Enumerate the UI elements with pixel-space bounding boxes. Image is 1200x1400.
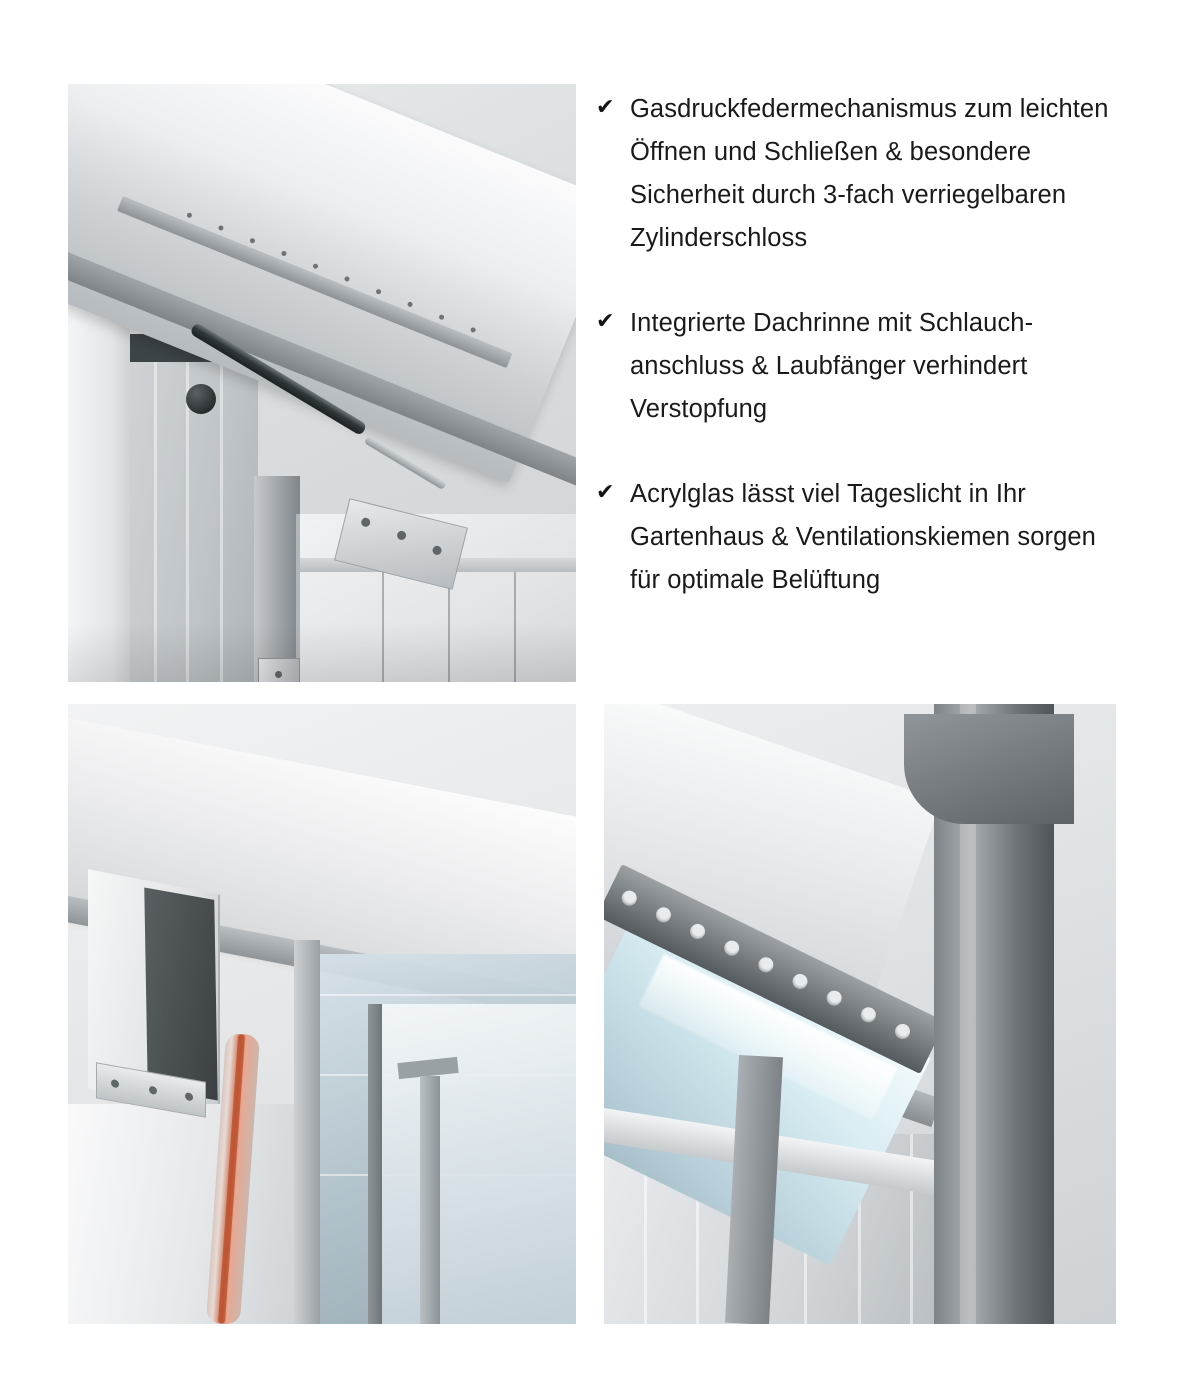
feature-text: Gasdruckfedermechanismus zum leichten Öffnen und Schließen & besondere Sicherheit durch 3-fach verriegelbaren Zylinderschloss — [630, 95, 1109, 252]
check-icon: ✔ — [596, 95, 615, 120]
feature-list — [596, 88, 1116, 602]
photo-gas-spring-hinge — [68, 84, 576, 682]
feature-item — [596, 473, 1116, 602]
decor-frame-vertical — [294, 940, 320, 1324]
top-section — [0, 0, 1200, 694]
decor-interior-view — [382, 1004, 576, 1324]
decor-bottom-shadow — [68, 622, 576, 682]
feature-text: Acrylglas lässt viel Tageslicht in Ihr Gartenhaus & Ventilationskiemen sorgen für optimale Belüftung — [630, 480, 1096, 594]
decor-frame-vertical-inner — [368, 1004, 382, 1324]
decor-interior-post — [420, 1076, 440, 1324]
decor-downpipe-elbow — [904, 714, 1074, 824]
decor-lower-wall — [68, 1104, 300, 1324]
check-icon: ✔ — [596, 480, 615, 505]
photo-ventilation-louvre — [604, 704, 1116, 1324]
decor-gas-spring-joint — [186, 384, 216, 414]
feature-item — [596, 88, 1116, 260]
decor-dark-edge — [144, 887, 217, 1100]
feature-text: Integrierte Dachrinne mit Schlauch-anschluss & Laubfänger verhindert Verstopfung — [630, 309, 1034, 423]
photo-gutter-hose-connection — [68, 704, 576, 1324]
check-icon: ✔ — [596, 309, 615, 334]
feature-item — [596, 302, 1116, 431]
